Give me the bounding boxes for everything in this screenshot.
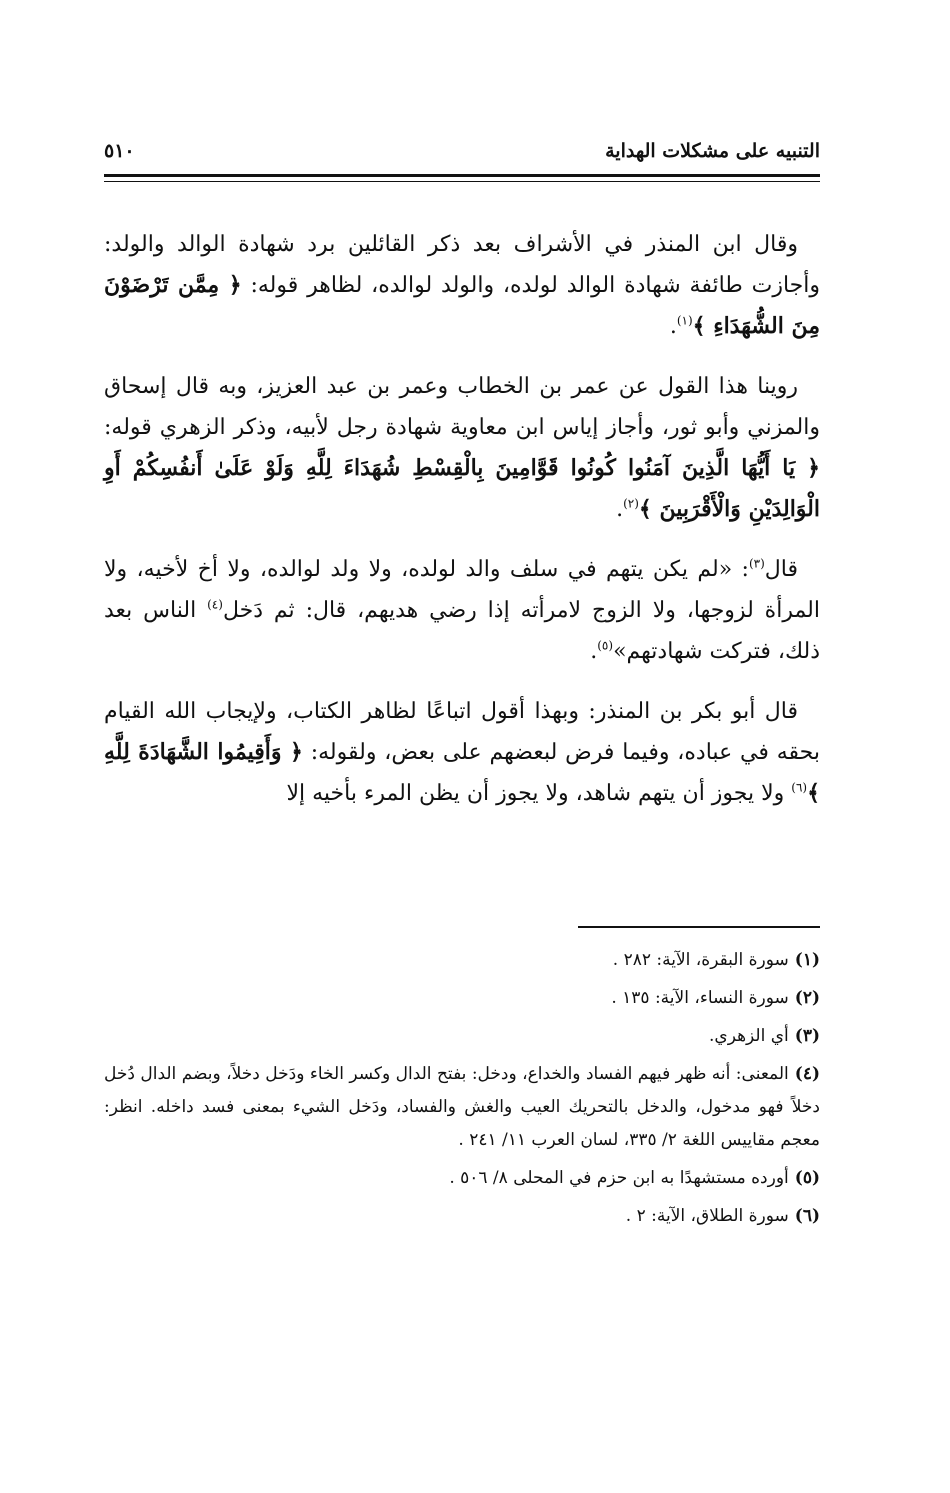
footnote-ref: (٤) [207,597,223,612]
footnote-text: سورة النساء، الآية: ١٣٥ . [611,988,789,1008]
footnote-ref: (٦) [791,780,808,795]
paragraph-1-text: وقال ابن المنذر في الأشراف بعد ذكر القائلين برد شهادة الوالد والولد: وأجازت طائفة شهادة الوالد لولده، والولد لوالده، لظاهر قوله: [104,232,820,298]
footnote-text: أورده مستشهدًا به ابن حزم في المحلى ٨/ ٥٠٦ . [449,1168,789,1188]
footnote-4 [104,1058,820,1157]
footnote-number: (٣) [794,1026,820,1046]
footnote-number: (٢) [794,988,820,1008]
footnote-5 [104,1162,820,1195]
quran-verse: ﴿ مِمَّن تَرْضَوْنَ مِنَ الشُّهَدَاءِ ﴾ [104,272,820,339]
footnote-text: المعنى: أنه ظهر فيهم الفساد والخداع، ودخل: بفتح الدال وكسر الخاء ودَخل دخلاً، وبضم الدال دُخل دخلاً فهو مدخول، والدخل بالتحريك العيب والغش والفساد، ودَخل الشيء بمعنى فسد داخله. انظر: معجم مقاييس اللغة ٢/ ٣٣٥، لسان العرب ١١/ ٢٤١ . [104,1064,820,1150]
footnote-number: (٦) [794,1206,820,1226]
paragraph-3 [104,549,820,672]
paragraph-3-end: . [590,639,598,664]
paragraph-4-end: ولا يجوز أن يتهم شاهد، ولا يجوز أن يظن المرء بأخيه إلا [286,781,792,806]
paragraph-2-text: روينا هذا القول عن عمر بن الخطاب وعمر بن عبد العزيز، وبه قال إسحاق والمزني وأبو ثور، وأجاز إياس ابن معاوية شهادة رجل لأبيه، وذكر الزهري قوله: [104,374,820,440]
footnote-number: (١) [794,950,820,970]
header-rule-thick [104,174,820,177]
footnote-text: سورة البقرة، الآية: ٢٨٢ . [612,950,789,970]
footnote-ref: (٥) [597,638,614,653]
footnote-text: سورة الطلاق، الآية: ٢ . [625,1206,789,1226]
paragraph-3-c: الناس بعد ذلك، فتركت شهادتهم» [104,598,820,664]
footnote-3 [104,1020,820,1053]
footnotes [104,944,820,1238]
footnote-ref: (٣) [748,556,765,571]
paragraph-1-end: . [669,314,677,339]
header-rule-thin [104,181,820,182]
footnote-2 [104,982,820,1015]
quran-verse: ﴿ يَا أَيُّهَا الَّذِينَ آمَنُوا كُونُوا قَوَّامِينَ بِالْقِسْطِ شُهَدَاءَ لِلَّهِ وَلَوْ عَلَىٰ أَنفُسِكُمْ أَوِ الْوَالِدَيْنِ وَالْأَقْرَبِينَ ﴾ [104,455,820,522]
paragraph-2-end: . [616,497,624,522]
footnote-ref: (١) [676,313,693,328]
paragraph-1 [104,224,820,347]
main-text [104,224,820,833]
footnote-number: (٤) [794,1064,820,1084]
paragraph-2 [104,366,820,530]
page-header [104,140,820,172]
footnote-ref: (٢) [623,496,639,511]
paragraph-3-b: : «لم يكن يتهم في سلف والد لولده، ولا ولد لوالده، ولا أخ لأخيه، ولا المرأة لزوجها، ولا الزوج لامرأته إذا رضي هديهم، قال: ثم دَخل [104,557,820,623]
footnote-1 [104,944,820,977]
paragraph-3-a: قال [764,557,798,582]
footnote-separator [578,926,820,928]
footnote-6 [104,1200,820,1233]
paragraph-4 [104,691,820,814]
footnote-text: أي الزهري. [708,1026,789,1046]
footnote-number: (٥) [794,1168,820,1188]
paragraph-4-text: قال أبو بكر بن المنذر: وبهذا أقول اتباعًا لظاهر الكتاب، ولإيجاب الله القيام بحقه في عباده، وفيما فرض لبعضهم على بعض، ولقوله: [104,699,820,765]
quran-verse: ﴿ وَأَقِيمُوا الشَّهَادَةَ لِلَّهِ ﴾ [104,739,820,806]
book-title: التنبيه على مشكلات الهداية [605,140,820,162]
page-number: ٥١٠ [104,140,135,162]
